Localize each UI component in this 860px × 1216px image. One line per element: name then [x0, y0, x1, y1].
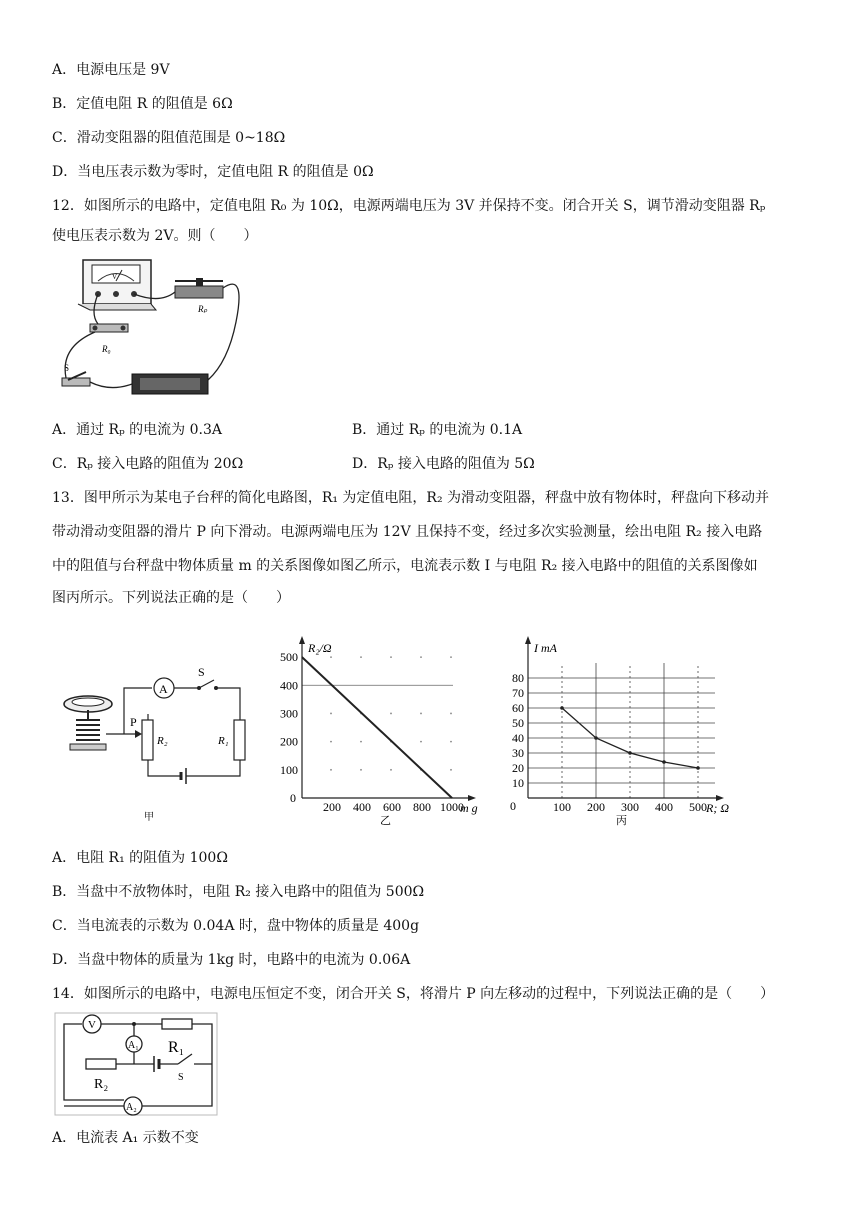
- bing-origin: 0: [510, 799, 516, 813]
- bing-ytick-label: 30: [512, 746, 524, 760]
- q12-r0-label: R₀: [102, 344, 111, 354]
- q13-stem-line1: 13．图甲所示为某电子台秤的简化电路图，R₁ 为定值电阻，R₂ 为滑动变阻器，秤盘中放有物体时，秤盘向下移动并: [52, 490, 770, 506]
- q11-option-b: B．定值电阻 R 的阻值是 6Ω: [52, 96, 233, 112]
- yi-grid-dot: [390, 656, 392, 658]
- q13-switch-label: S: [198, 665, 205, 679]
- q13-fig-bing-chart: [498, 628, 738, 828]
- q12-option-a: A．通过 Rₚ 的电流为 0.3A: [52, 422, 222, 438]
- q12-circuit-figure: [50, 252, 250, 412]
- q11-option-c: C．滑动变阻器的阻值范围是 0~18Ω: [52, 130, 286, 146]
- yi-xtick-label: 200: [323, 800, 341, 814]
- yi-grid-dot: [330, 713, 332, 715]
- yi-grid-dot: [330, 769, 332, 771]
- bing-ytick-label: 10: [512, 776, 524, 790]
- q12-rp-label: Rₚ: [198, 304, 208, 314]
- q13-stem-line4: 图丙所示。下列说法正确的是（ ）: [52, 590, 290, 606]
- q12-option-c: C．Rₚ 接入电路的阻值为 20Ω: [52, 456, 244, 472]
- bing-xtick-label: 200: [587, 800, 605, 814]
- q13-fig-jia: [58, 664, 258, 830]
- q11-option-d: D．当电压表示数为零时，定值电阻 R 的阻值是 0Ω: [52, 164, 374, 180]
- bing-ytick-label: 20: [512, 761, 524, 775]
- yi-grid-dot: [450, 713, 452, 715]
- q12-meter-label: V: [112, 273, 118, 281]
- q12-stem-line2: 使电压表示数为 2V。则（ ）: [52, 228, 258, 244]
- q12-option-d: D．Rₚ 接入电路的阻值为 5Ω: [352, 456, 535, 472]
- q13-option-d: D．当盘中物体的质量为 1kg 时，电路中的电流为 0.06A: [52, 952, 411, 968]
- bing-y-label: I mA: [534, 641, 557, 655]
- bing-ytick-label: 40: [512, 731, 524, 745]
- q13-stem-line2: 带动滑动变阻器的滑片 P 向下滑动。电源两端电压为 12V 且保持不变，经过多次实验测量，绘出电阻 R₂ 接入电路: [52, 524, 763, 540]
- yi-ytick-label: 500: [280, 650, 298, 665]
- yi-grid-dot: [360, 769, 362, 771]
- bing-data-point: [594, 736, 598, 740]
- q14-r1-label: R₁: [168, 1039, 185, 1056]
- yi-xtick-label: 800: [413, 800, 431, 814]
- yi-caption: 乙: [380, 815, 391, 827]
- q13-ammeter-label: A: [159, 682, 168, 696]
- q13-r1-label: R₁: [218, 735, 229, 747]
- bing-ytick-label: 60: [512, 701, 524, 715]
- q14-circuit-figure: [54, 1012, 218, 1116]
- q13-fig-yi-chart: [272, 628, 484, 828]
- yi-grid-dot: [420, 713, 422, 715]
- bing-data-point: [662, 760, 666, 764]
- bing-caption: 丙: [616, 815, 627, 827]
- bing-data-point: [696, 766, 700, 770]
- yi-x-label: m g: [460, 801, 478, 815]
- q13-option-b: B．当盘中不放物体时，电阻 R₂ 接入电路中的阻值为 500Ω: [52, 884, 425, 900]
- q14-switch-label: S: [178, 1072, 184, 1083]
- q12-option-b: B．通过 Rₚ 的电流为 0.1A: [352, 422, 523, 438]
- yi-grid-dot: [330, 741, 332, 743]
- q14-a2-label: A₂: [126, 1102, 137, 1113]
- yi-ytick-label: 200: [280, 734, 298, 749]
- yi-grid-dot: [360, 741, 362, 743]
- q13-fig-jia-caption: 甲: [144, 812, 154, 823]
- q13-stem-line3: 中的阻值与台秤盘中物体质量 m 的关系图像如图乙所示，电流表示数 I 与电阻 R₂ 接入电路中的阻值的关系图像如: [52, 558, 758, 574]
- yi-xtick-label: 600: [383, 800, 401, 814]
- yi-grid-dot: [450, 656, 452, 658]
- q14-stem: 14．如图所示的电路中，电源电压恒定不变，闭合开关 S，将滑片 P 向左移动的过程中，下列说法正确的是（ ）: [52, 986, 775, 1002]
- q13-r2-label: R₂: [157, 735, 168, 747]
- bing-data-point: [628, 751, 632, 755]
- yi-xtick-label: 400: [353, 800, 371, 814]
- q14-voltmeter-label: V: [88, 1019, 96, 1031]
- bing-ytick-label: 70: [512, 686, 524, 700]
- q13-slider-label: P: [130, 715, 137, 729]
- yi-grid-dot: [390, 713, 392, 715]
- yi-grid-dot: [390, 769, 392, 771]
- q13-option-a: A．电阻 R₁ 的阻值为 100Ω: [52, 850, 228, 866]
- yi-origin: 0: [290, 791, 296, 805]
- bing-x-label: R; Ω: [706, 801, 730, 815]
- yi-grid-dot: [420, 656, 422, 658]
- yi-grid-dot: [450, 769, 452, 771]
- bing-xtick-label: 300: [621, 800, 639, 814]
- bing-data-point: [560, 706, 564, 710]
- bing-xtick-label: 400: [655, 800, 673, 814]
- bing-ytick-label: 50: [512, 716, 524, 730]
- yi-y-label: R₂/Ω: [308, 641, 332, 655]
- yi-grid-dot: [420, 741, 422, 743]
- q12-stem-line1: 12．如图所示的电路中，定值电阻 R₀ 为 10Ω，电源两端电压为 3V 并保持不变。闭合开关 S，调节滑动变阻器 Rₚ: [52, 198, 766, 214]
- q14-r2-label: R₂: [94, 1077, 109, 1092]
- yi-ytick-label: 300: [280, 706, 298, 721]
- bing-xtick-label: 100: [553, 800, 571, 814]
- yi-grid-dot: [330, 656, 332, 658]
- yi-ytick-label: 400: [280, 678, 298, 693]
- q13-option-c: C．当电流表的示数为 0.04A 时，盘中物体的质量是 400g: [52, 918, 420, 934]
- bing-ytick-label: 80: [512, 671, 524, 685]
- yi-ytick-label: 100: [280, 762, 298, 777]
- q14-a1-label: A₁: [128, 1040, 139, 1051]
- q11-option-a: A．电源电压是 9V: [52, 62, 170, 78]
- bing-xtick-label: 500: [689, 800, 707, 814]
- q12-switch-label: S: [64, 363, 70, 373]
- yi-data-line: [302, 657, 452, 798]
- yi-xtick-label: 1000: [440, 800, 464, 814]
- yi-grid-dot: [450, 741, 452, 743]
- yi-grid-dot: [360, 656, 362, 658]
- q14-option-a: A．电流表 A₁ 示数不变: [52, 1130, 199, 1146]
